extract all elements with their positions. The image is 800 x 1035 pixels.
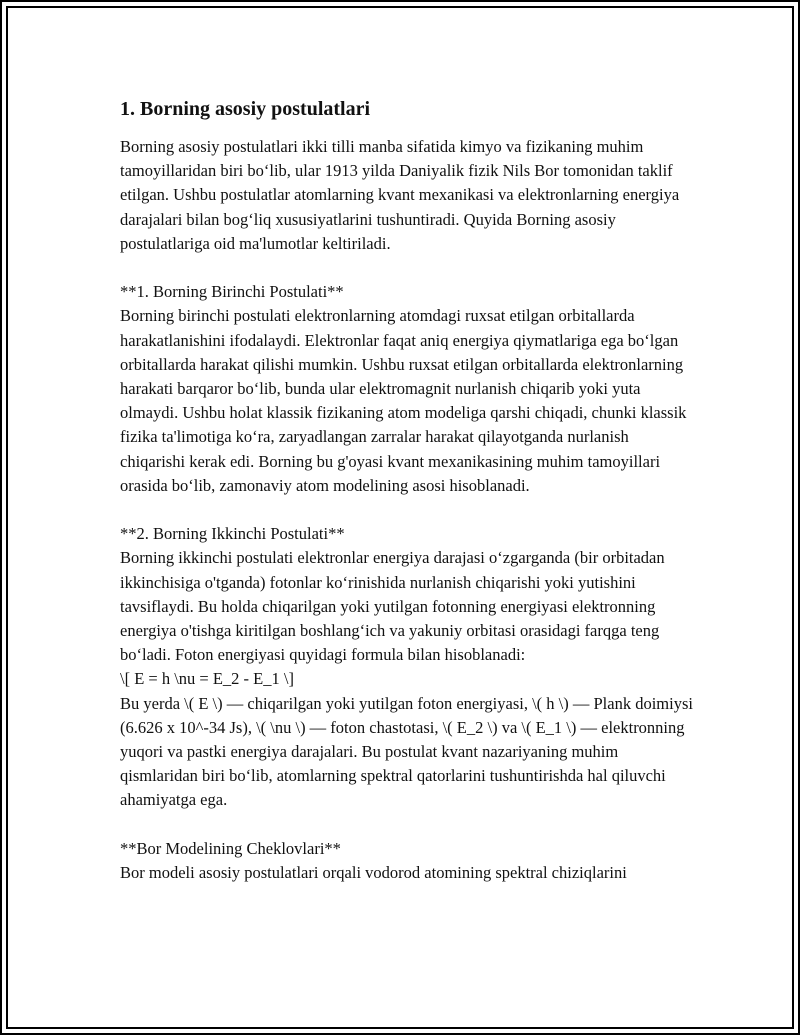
section2-body: Borning ikkinchi postulati elektronlar energiya darajasi o‘zgarganda (bir orbitadan ikkinchisiga o'tganda) fotonlar ko‘rinishida nurlanish chiqarishi yoki yutishini tavsiflaydi. Bu holda chiqarilgan yoki yutilgan fotonning energiyasi elektronning energiya o'tishga kiritilgan boshlang‘ich va yakuniy orbitasi orasidagi farqga teng bo‘ladi. Foton energiyasi quyidagi formula bilan hisoblanadi:: [120, 548, 665, 665]
document-content: [120, 97, 695, 885]
section2-explanation: Bu yerda \( E \) — chiqarilgan yoki yutilgan foton energiyasi, \( h \) — Plank doimiysi (6.626 x 10^-34 Js), \( \nu \) — foton chastotasi, \( E_2 \) va \( E_1 \) — elektronning yuqori va pastki energiya darajalari. Bu postulat kvant nazariyaning muhim qismlaridan biri bo‘lib, atomlarning spektral qatorlarini tushuntirishda hal qiluvchi ahamiyatga ega.: [120, 693, 693, 810]
section1-body: Borning birinchi postulati elektronlarning atomdagi ruxsat etilgan orbitallarda harakatlanishini ifodalaydi. Elektronlar faqat aniq energiya qiymatlariga ega bo‘lgan orbitallarda harakat qilishi mumkin. Ushbu ruxsat etilgan orbitallarda elektronlarning harakati barqaror bo‘lib, bunda ular elektromagnit nurlanish chiqarib yoki yuta olmaydi. Ushbu holat klassik fizikaning atom modeliga qarshi chiqadi, chunki klassik fizika ta'limotiga ko‘ra, zaryadlangan zarralar harakat qilayotganda nurlanish chiqarishi kerak edi. Borning bu g'oyasi kvant mexanikasining muhim tamoyillari orasida bo‘lib, zamonaviy atom modelining asosi hisoblanadi.: [120, 306, 687, 495]
paragraph-gap: [120, 498, 695, 522]
section2-title: **2. Borning Ikkinchi Postulati**: [120, 524, 345, 544]
section3-body: Bor modeli asosiy postulatlari orqali vodorod atomining spektral chiziqlarini: [120, 863, 627, 883]
page-title: 1. Borning asosiy postulatlari: [120, 98, 371, 120]
section1-title: **1. Borning Birinchi Postulati**: [120, 282, 344, 302]
section3-title: **Bor Modelining Cheklovlari**: [120, 838, 341, 858]
intro-paragraph: Borning asosiy postulatlari ikki tilli manba sifatida kimyo va fizikaning muhim tamoyillaridan biri bo‘lib, ular 1913 yilda Daniyalik fizik Nils Bor tomonidan taklif etilgan. Ushbu postulatlar atomlarning kvant mexanikasi va elektronlarning energiya darajalari bilan bog‘liq xususiyatlarini tushuntiradi. Quyida Borning asosiy postulatlariga oid ma'lumotlar keltiriladi.: [120, 137, 680, 253]
section2-formula: \[ E = h \nu = E_2 - E_1 \]: [120, 669, 294, 689]
paragraph-gap: [120, 813, 695, 837]
paragraph-gap: [120, 256, 695, 280]
